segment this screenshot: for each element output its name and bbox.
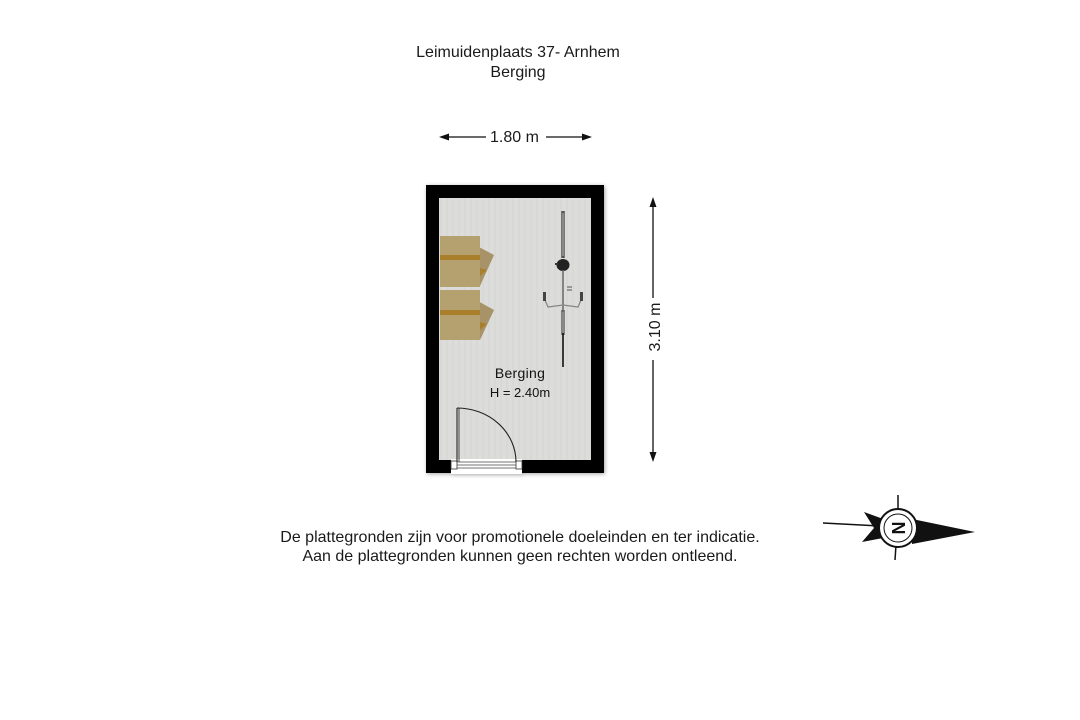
length-dimension-label: 3.10 m: [647, 302, 664, 352]
floor-title: Berging: [490, 64, 546, 81]
room-name-label: Berging: [494, 365, 546, 381]
width-dimension-label: 1.80 m: [490, 129, 539, 146]
disclaimer-line-2: Aan de plattegronden kunnen geen rechten worden ontleend.: [302, 548, 738, 565]
compass-north-label: N: [889, 521, 909, 535]
address-title: Leimuidenplaats 37- Arnhem: [416, 44, 620, 61]
disclaimer-line-1: De plattegronden zijn voor promotionele doeleinden en ter indicatie.: [280, 529, 760, 546]
room-height-label: H = 2.40m: [489, 385, 551, 400]
